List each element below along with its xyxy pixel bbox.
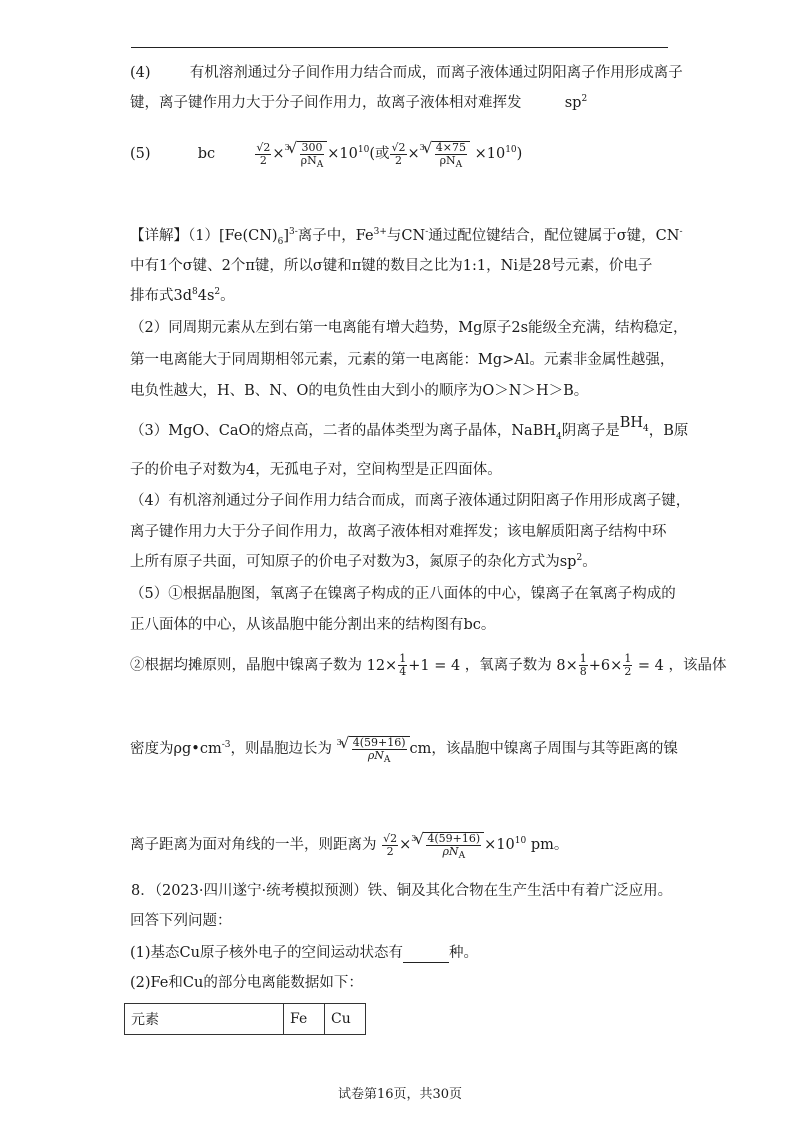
- question8-prompt: 回答下列问题：: [130, 913, 232, 929]
- explain-p5-line3: ②根据均摊原则，晶胞中镍离子数为 12× $\frac{1}{4}$ +1 = 4 ，氧离子数为 8× $\frac{1}{8}$ +6× $\frac{1}{2}$ = 4 ，该晶体: [130, 652, 727, 678]
- explain-p1-line1: 【详解】$(1)[Fe(CN)_6]^{3-}$离子中，$Fe^{3+}$与CN-通过配位键结合，配位键属于σ键，CN-: [130, 227, 683, 247]
- edge-length-expression: $^3$ √ $\frac{4(59+16)}{\rho N_A}$: [337, 736, 410, 762]
- page-footer: 试卷第16页，共30页: [337, 1087, 463, 1102]
- ionization-energy-table: [124, 1003, 366, 1035]
- table-header-cu: Cu: [325, 1004, 366, 1035]
- answer-4-line1: (4) 有机溶剂通过分子间作用力结合而成，而离子液体通过阴阳离子作用形成离子: [130, 65, 683, 81]
- explain-p4-line2: 离子键作用力大于分子间作用力，故离子液体相对难挥发；该电解质阳离子结构中环: [130, 524, 667, 540]
- question8-sub1: (1)基态Cu原子核外电子的空间运动状态有 种。: [130, 945, 478, 961]
- explain-p5-line2: 正八面体的中心，从该晶胞中能分割出来的结构图有bc。: [130, 617, 496, 633]
- explain-p4-line3: 上所有原子共面，可知原子的价电子对数为3，氮原子的杂化方式为$sp^2$。: [130, 553, 597, 570]
- answer-4-line2: 键，离子键作用力大于分子间作用力，故离子液体相对难挥发 $sp^2$: [130, 94, 588, 111]
- explain-p5-line1: （5）①根据晶胞图，氧离子在镍离子构成的正八面体的中心，镍离子在氧离子构成的: [130, 586, 676, 602]
- explain-p5-line4: 密度为$\rho g•cm^{-3}$，则晶胞边长为 $^3$ √ $\frac{4(59+16)}{\rho N_A}$ cm，该晶胞中镍离子周围与其等距离的镍: [130, 736, 678, 762]
- table-row: [125, 1004, 366, 1035]
- question8-sub2: (2)Fe和Cu的部分电离能数据如下：: [130, 975, 363, 991]
- answer-5-line: [130, 140, 523, 171]
- table-header-fe: Fe: [284, 1004, 325, 1035]
- explain-p3-line2: 子的价电子对数为4，无孤电子对，空间构型是正四面体。: [130, 462, 502, 478]
- explain-p1-line2: 中有1个σ键、2个π键，所以σ键和π键的数目之比为1:1，Ni是28号元素，价电子: [130, 258, 653, 274]
- table-header-element: 元素: [125, 1004, 284, 1035]
- explain-p2-line1: （2）同周期元素从左到右第一电离能有增大趋势，Mg原子2s能级全充满，结构稳定，: [130, 320, 688, 336]
- borohydride-ion: $BH_4$: [619, 415, 649, 434]
- question8-stem: 8．（2023·四川遂宁·统考模拟预测）铁、铜及其化合物在生产生活中有着广泛应用。: [131, 883, 673, 899]
- explain-p2-line3: 电负性越大，H、B、N、O的电负性由大到小的顺序为O＞N＞H＞B。: [130, 383, 589, 399]
- explain-p2-line2: 第一电离能大于同周期相邻元素，元素的第一电离能：Mg>Al。元素非金属性越强，: [130, 352, 675, 368]
- answer-4-hybridization: $sp^2$: [564, 94, 588, 111]
- nickel-count-expression: 12× $\frac{1}{4}$ +1 = 4: [366, 652, 461, 678]
- answer-5-choice: bc: [197, 146, 216, 162]
- distance-expression: $\frac{√2}{2}$ ×$^3$ √ $\frac{4(59+16)}{\rho N_A}$ $\times 10^{10}$: [381, 837, 526, 853]
- answer-blank[interactable]: [403, 948, 449, 963]
- oxygen-count-expression: 8× $\frac{1}{8}$ +6× $\frac{1}{2}$ = 4: [556, 652, 664, 678]
- explain-p4-line1: （4）有机溶剂通过分子间作用力结合而成，而离子液体通过阴阳离子作用形成离子键，: [130, 493, 691, 509]
- explain-p3-line1: （3）MgO、CaO的熔点高，二者的晶体类型为离子晶体，NaBH$_4$阴离子是$BH_4$，B原: [130, 415, 689, 442]
- top-rule: [131, 47, 668, 48]
- answer-5-formula: $\frac{√2}{2}$ ×$^3$ √ $\frac{300}{\rho N_A}$ $\times 10^{10}$(或 $\frac{√2}{2}$ ×$^3$ √ $\frac{4\times 75}{\rho N_A}$ $\times 10^{10}$): [254, 146, 522, 162]
- explain-p5-line5: 离子距离为面对角线的一半，则距离为 $\frac{√2}{2}$ ×$^3$ √ $\frac{4(59+16)}{\rho N_A}$ $\times 10^{10}$ pm。: [130, 832, 568, 858]
- answer-5-label: (5): [130, 146, 151, 162]
- answer-4-label: (4): [130, 65, 151, 81]
- explain-p1-line3: 排布式$3d^84s^2$。: [130, 287, 235, 304]
